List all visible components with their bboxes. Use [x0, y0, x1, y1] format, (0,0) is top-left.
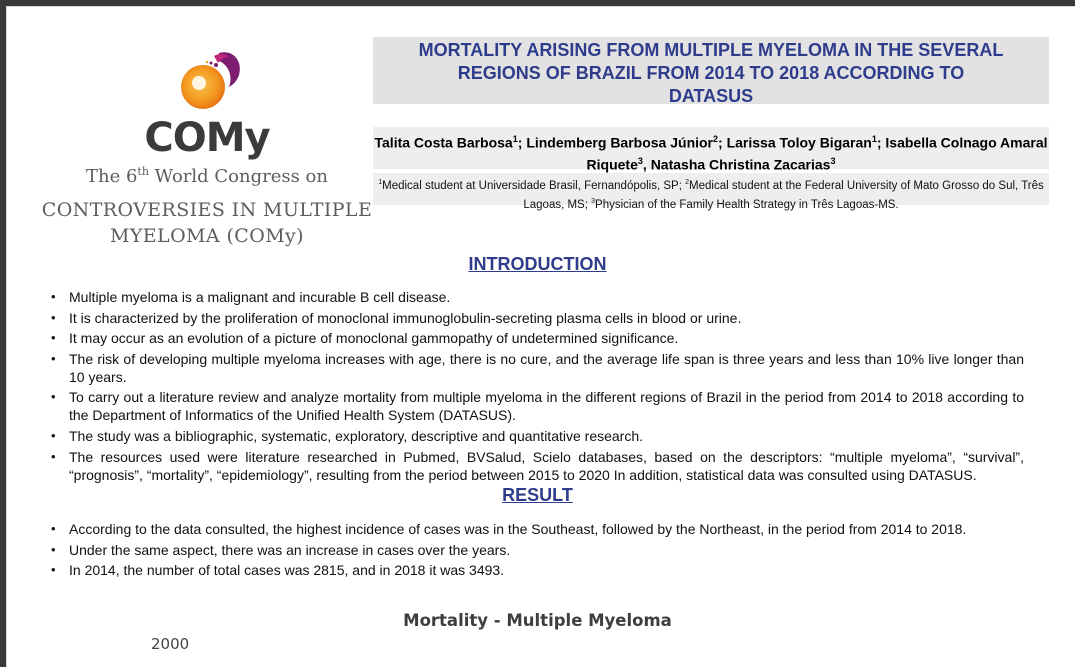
affiliations: $^1$Medical student at Universidade Brasil, Fernandópolis, SP; $^2$Medical student at the Federal University of Mato Grosso do Sul, Três Lagoas, MS; $^3$Physician of the Family Health Strategy in Três Lagoas-MS. [373, 173, 1049, 205]
logo-congress-subtitle: CONTROVERSIES IN MULTIPLE MYELOMA (COMy) [41, 199, 373, 247]
introduction-list [49, 288, 1024, 486]
chart-title: Mortality - Multiple Myeloma [403, 611, 672, 630]
list-item: • The risk of developing multiple myeloma increases with age, there is no cure, and the average life span is three years and less than 10% live longer than 10 years. [49, 350, 1024, 386]
y-axis-tick-label: 2000 [151, 635, 190, 653]
list-item: • The study was a bibliographic, systematic, exploratory, descriptive and quantitative research. [49, 427, 1024, 445]
list-item: • Under the same aspect, there was an increase in cases over the years. [49, 541, 1024, 559]
author-name: Isabella Colnago Amaral Riquete [586, 134, 1048, 173]
author-name: Lindemberg Barbosa Júnior [526, 134, 714, 151]
list-item: • Multiple myeloma is a malignant and incurable B cell disease. [49, 288, 1024, 306]
list-item: • To carry out a literature review and analyze mortality from multiple myeloma in the different regions of Brazil in the period from 2014 to 2018 according to the Department of Informatics of the Unified Health System (DATASUS). [49, 388, 1024, 424]
author-name: Larissa Toloy Bigaran [726, 134, 872, 151]
poster-title: MORTALITY ARISING FROM MULTIPLE MYELOMA IN THE SEVERAL REGIONS OF BRAZIL FROM 2014 TO 2018 ACCORDING TO DATASUS [373, 37, 1049, 104]
congress-logo [7, 7, 372, 257]
poster-page [6, 6, 1075, 667]
result-list [49, 520, 1024, 582]
list-item: • It may occur as an evolution of a picture of monoclonal gammopathy of undetermined significance. [49, 329, 1024, 347]
logo-name: COMy [144, 115, 270, 161]
author-list: Talita Costa Barbosa$^1$; Lindemberg Barbosa Júnior$^2$; Larissa Toloy Bigaran$^1$; Isabella Colnago Amaral Riquete$^3$, Natasha Christina Zacarias$^3$ [373, 127, 1049, 169]
comy-flame-logo-icon [167, 41, 249, 123]
list-item: • It is characterized by the proliferation of monoclonal immunoglobulin-secreting plasma cells in blood or urine. [49, 309, 1024, 327]
list-item: • In 2014, the number of total cases was 2815, and in 2018 it was 3493. [49, 561, 1024, 579]
introduction-heading: INTRODUCTION [468, 254, 607, 274]
logo-congress-line: The 6th World Congress on [85, 165, 328, 187]
list-item: • According to the data consulted, the highest incidence of cases was in the Southeast, followed by the Northeast, in the period from 2014 to 2018. [49, 520, 1024, 538]
list-item: • The resources used were literature researched in Pubmed, BVSalud, Scielo databases, based on the descriptors: “multiple myeloma”, “survival”, “prognosis”, “mortality”, “epidemiology”, resulting from the period between 2015 to 2020 In addition, statistical data was consulted using DATASUS. [49, 448, 1024, 484]
author-name: Natasha Christina Zacarias [650, 156, 831, 173]
result-heading: RESULT [502, 485, 573, 505]
author-name: Talita Costa Barbosa [374, 134, 513, 151]
